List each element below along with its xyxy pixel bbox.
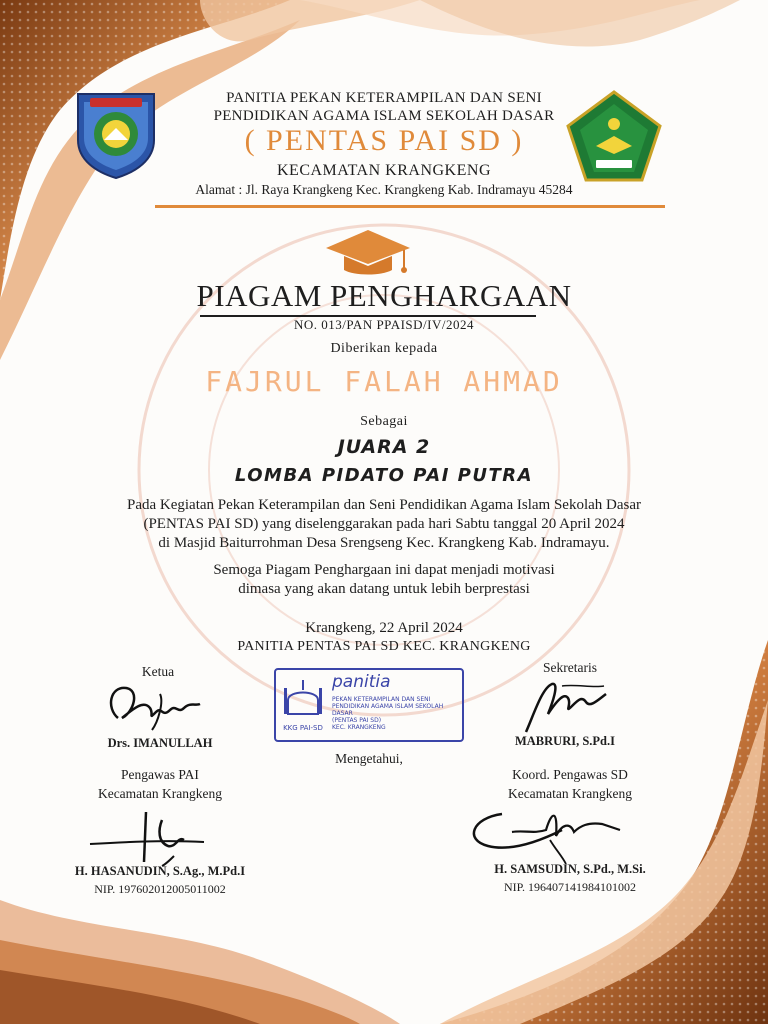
secretary-role: Sekretaris <box>543 660 597 675</box>
district-name: KECAMATAN KRANGKENG <box>277 162 491 179</box>
stamp-line-2: PENDIDIKAN AGAMA ISLAM SEKOLAH DASAR <box>332 703 444 717</box>
header-line-2: PENDIDIKAN AGAMA ISLAM SEKOLAH DASAR <box>213 108 555 124</box>
sd-supervisor-signature <box>462 800 632 866</box>
body-line: dimasa yang akan datang untuk lebih berprestasi <box>238 581 530 597</box>
acknowledged-label: Mengetahui, <box>335 751 403 766</box>
chair-name: Drs. IMANULLAH <box>107 736 213 750</box>
place-date: Krangkeng, 22 April 2024 <box>305 620 463 636</box>
pai-supervisor-role: Pengawas PAI <box>121 767 199 782</box>
header-divider <box>155 205 665 208</box>
stamp-line-1: PEKAN KETERAMPILAN DAN SENI <box>332 696 431 703</box>
mosque-icon <box>282 676 324 724</box>
body-line: Semoga Piagam Penghargaan ini dapat menjadi motivasi <box>213 562 555 578</box>
committee-stamp <box>274 668 464 742</box>
body-line: Pada Kegiatan Pekan Keterampilan dan Seni Pendidikan Agama Islam Sekolah Dasar <box>126 497 642 513</box>
stamp-line-4: KEC. KRANGKENG <box>332 724 386 731</box>
chair-role: Ketua <box>141 664 175 679</box>
as-label: Sebagai <box>360 414 408 429</box>
sd-supervisor-nip: NIP. 196407141984101002 <box>503 880 636 894</box>
stamp-text <box>332 696 458 731</box>
body-line: (PENTAS PAI SD) yang diselenggarakan pada hari Sabtu tanggal 20 April 2024 <box>143 516 625 532</box>
header-line-1: PANITIA PEKAN KETERAMPILAN DAN SENI <box>226 90 542 106</box>
stamp-line-3: (PENTAS PAI SD) <box>332 717 382 724</box>
certificate-title: PIAGAM PENGHARGAAN <box>196 278 572 313</box>
graduation-cap-icon <box>324 228 412 278</box>
address: Alamat : Jl. Raya Krangkeng Kec. Krangkeng Kab. Indramayu 45284 <box>195 182 573 197</box>
event-short-title: ( PENTAS PAI SD ) <box>244 124 524 157</box>
certificate-number: NO. 013/PAN PPAISD/IV/2024 <box>294 317 474 332</box>
committee-name: PANITIA PENTAS PAI SD KEC. KRANGKENG <box>237 639 531 654</box>
given-to-label: Diberikan kepada <box>330 341 438 356</box>
recipient-name: FAJRUL FALAH AHMAD <box>205 365 563 398</box>
chair-signature <box>100 678 210 734</box>
pai-supervisor-name: H. HASANUDIN, S.Ag., M.Pd.I <box>74 864 246 878</box>
competition-name: LOMBA PIDATO PAI PUTRA <box>234 465 534 486</box>
pai-supervisor-area: Kecamatan Krangkeng <box>97 786 223 801</box>
sd-supervisor-area: Kecamatan Krangkeng <box>507 786 633 801</box>
award-rank: JUARA 2 <box>337 436 431 458</box>
pai-supervisor-nip: NIP. 197602012005011002 <box>94 882 226 896</box>
pai-supervisor-signature <box>84 806 224 868</box>
stamp-logo-text: KKG PAI-SD <box>283 724 323 732</box>
sd-supervisor-name: H. SAMSUDIN, S.Pd., M.Si. <box>494 862 646 876</box>
sd-supervisor-role: Koord. Pengawas SD <box>512 767 628 782</box>
body-line: di Masjid Baiturrohman Desa Srengseng Kec. Krangkeng Kab. Indramayu. <box>158 535 610 551</box>
stamp-word: panitia <box>332 672 391 692</box>
secretary-signature <box>506 674 616 738</box>
secretary-name: MABRURI, S.Pd.I <box>514 734 615 748</box>
